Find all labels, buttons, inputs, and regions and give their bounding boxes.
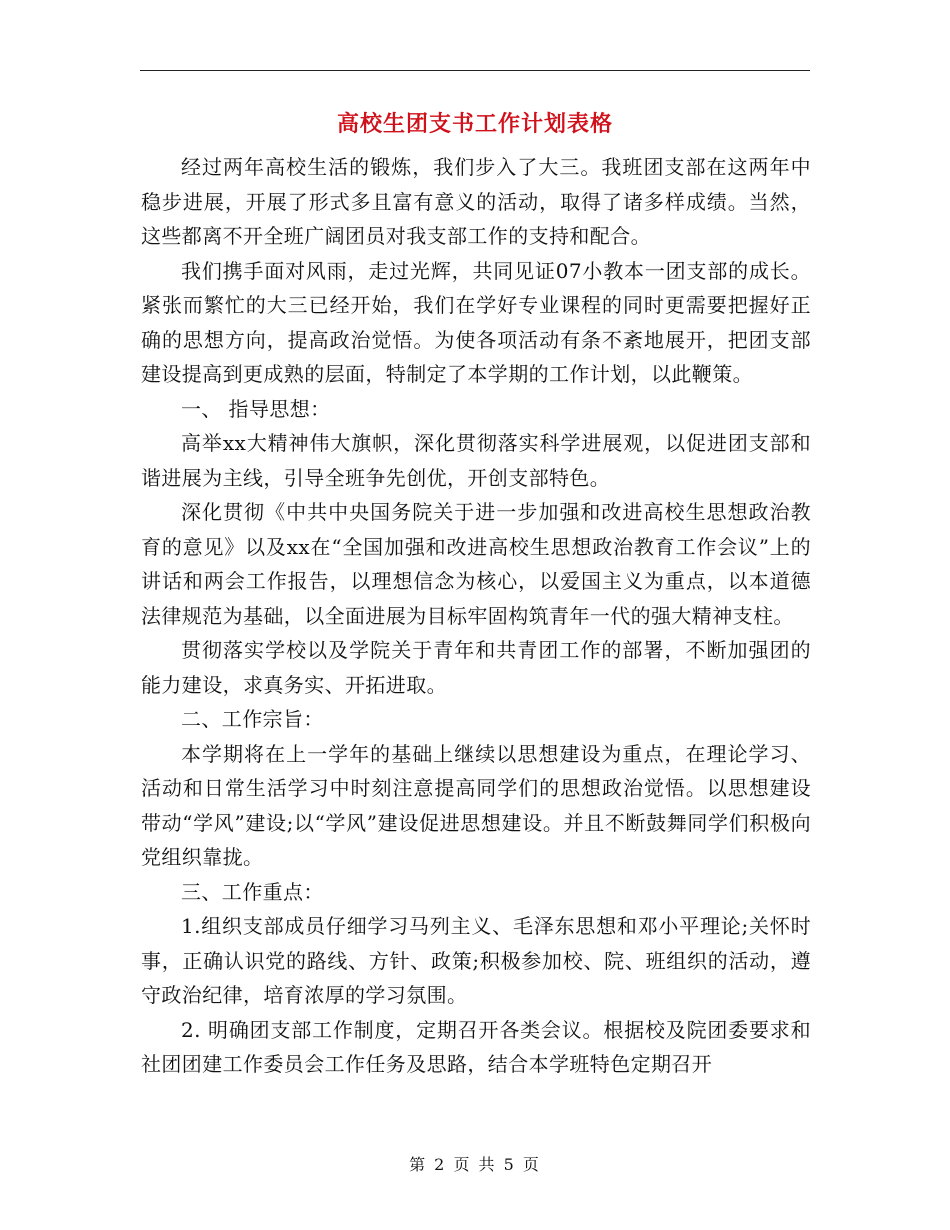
document-title: 高校生团支书工作计划表格 — [336, 111, 613, 137]
paragraph: 我们携手面对风雨，走过光辉，共同见证07小教本一团支部的成长。紧张而繁忙的大三已经开始，我们在学好专业课程的同时更需要把握好正确的思想方向，提高政治觉悟。为使各项活动有条不紊地展开，把团支部建设提高到更成熟的层面，特制定了本学期的工作计划，以此鞭策。 — [141, 258, 811, 386]
paragraph: 本学期将在上一学年的基础上继续以思想建设为重点，在理论学习、活动和日常生活学习中时刻注意提高同学们的思想政治觉悟。以思想建设带动“学风”建设;以“学风”建设促进思想建设。并且不断鼓舞同学们积极向党组织靠拢。 — [141, 741, 811, 869]
paragraph: 深化贯彻《中共中央国务院关于进一步加强和改进高校生思想政治教育的意见》以及xx在“全国加强和改进高校生思想政治教育工作会议”上的讲话和两会工作报告，以理想信念为核心，以爱国主义为重点，以本道德法律规范为基础，以全面进展为目标牢固构筑青年一代的强大精神支柱。 — [141, 500, 811, 628]
header-rule — [140, 70, 810, 71]
paragraph: 贯彻落实学校以及学院关于青年和共青团工作的部署，不断加强团的能力建设，求真务实、开拓进取。 — [141, 638, 811, 697]
section-heading: 三、工作重点： — [181, 879, 324, 904]
paragraph: 高举xx大精神伟大旗帜，深化贯彻落实科学进展观，以促进团支部和谐进展为主线，引导全班争先创优，开创支部特色。 — [141, 431, 811, 490]
list-item: 2. 明确团支部工作制度，定期召开各类会议。根据校及院团委要求和社团团建工作委员会工作任务及思路，结合本学班特色定期召开 — [141, 1017, 811, 1076]
section-heading: 二、工作宗旨： — [181, 707, 324, 731]
list-item: 1.组织支部成员仔细学习马列主义、毛泽东思想和邓小平理论;关怀时事，正确认识党的路线、方针、政策;积极参加校、院、班组织的活动，遵守政治纪律，培育浓厚的学习氛围。 — [141, 914, 811, 1007]
paragraph: 经过两年高校生活的锻炼，我们步入了大三。我班团支部在这两年中稳步进展，开展了形式多且富有意义的活动，取得了诸多样成绩。当然，这些都离不开全班广阔团员对我支部工作的支持和配合。 — [141, 155, 811, 248]
document-body — [141, 150, 811, 1082]
page-number: 第 2 页 共 5 页 — [409, 1155, 541, 1174]
section-heading: 一、 指导思想： — [181, 396, 331, 421]
